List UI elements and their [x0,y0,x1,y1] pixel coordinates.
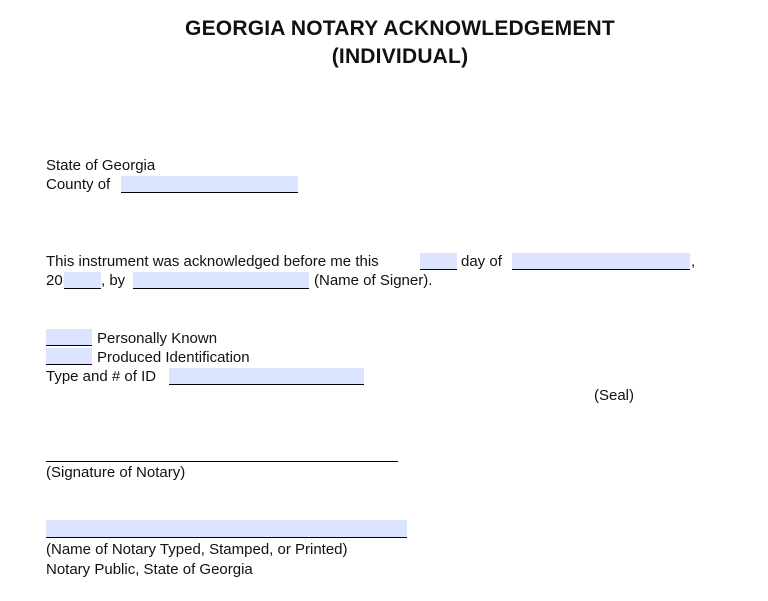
personally-known-field[interactable] [46,329,92,346]
comma-text: , [691,253,696,270]
day-of-label: day of [461,253,502,270]
type-id-label: Type and # of ID [46,368,157,385]
notary-name-field[interactable] [46,520,407,538]
state-label: State of Georgia [46,157,156,174]
produced-identification-field[interactable] [46,348,92,365]
document-title: GEORGIA NOTARY ACKNOWLEDGEMENT [185,17,615,40]
seal-label: (Seal) [594,387,635,404]
signer-label: (Name of Signer). [314,272,433,289]
day-field[interactable] [420,253,457,270]
acknowledgement-text: This instrument was acknowledged before me this [46,253,379,270]
year-field[interactable] [64,272,101,289]
type-id-field[interactable] [169,368,364,385]
signature-line[interactable] [46,461,398,462]
notary-name-label: (Name of Notary Typed, Stamped, or Printed) [46,541,348,558]
by-label: , by [101,272,126,289]
produced-identification-label: Produced Identification [97,349,250,366]
year-prefix: 20 [46,272,63,289]
county-label: County of [46,176,111,193]
month-field[interactable] [512,253,690,270]
personally-known-label: Personally Known [97,330,218,347]
document-subtitle: (INDIVIDUAL) [331,45,469,68]
signature-label: (Signature of Notary) [46,464,186,481]
county-field[interactable] [121,176,298,193]
signer-name-field[interactable] [133,272,309,289]
notary-public-title: Notary Public, State of Georgia [46,561,253,578]
